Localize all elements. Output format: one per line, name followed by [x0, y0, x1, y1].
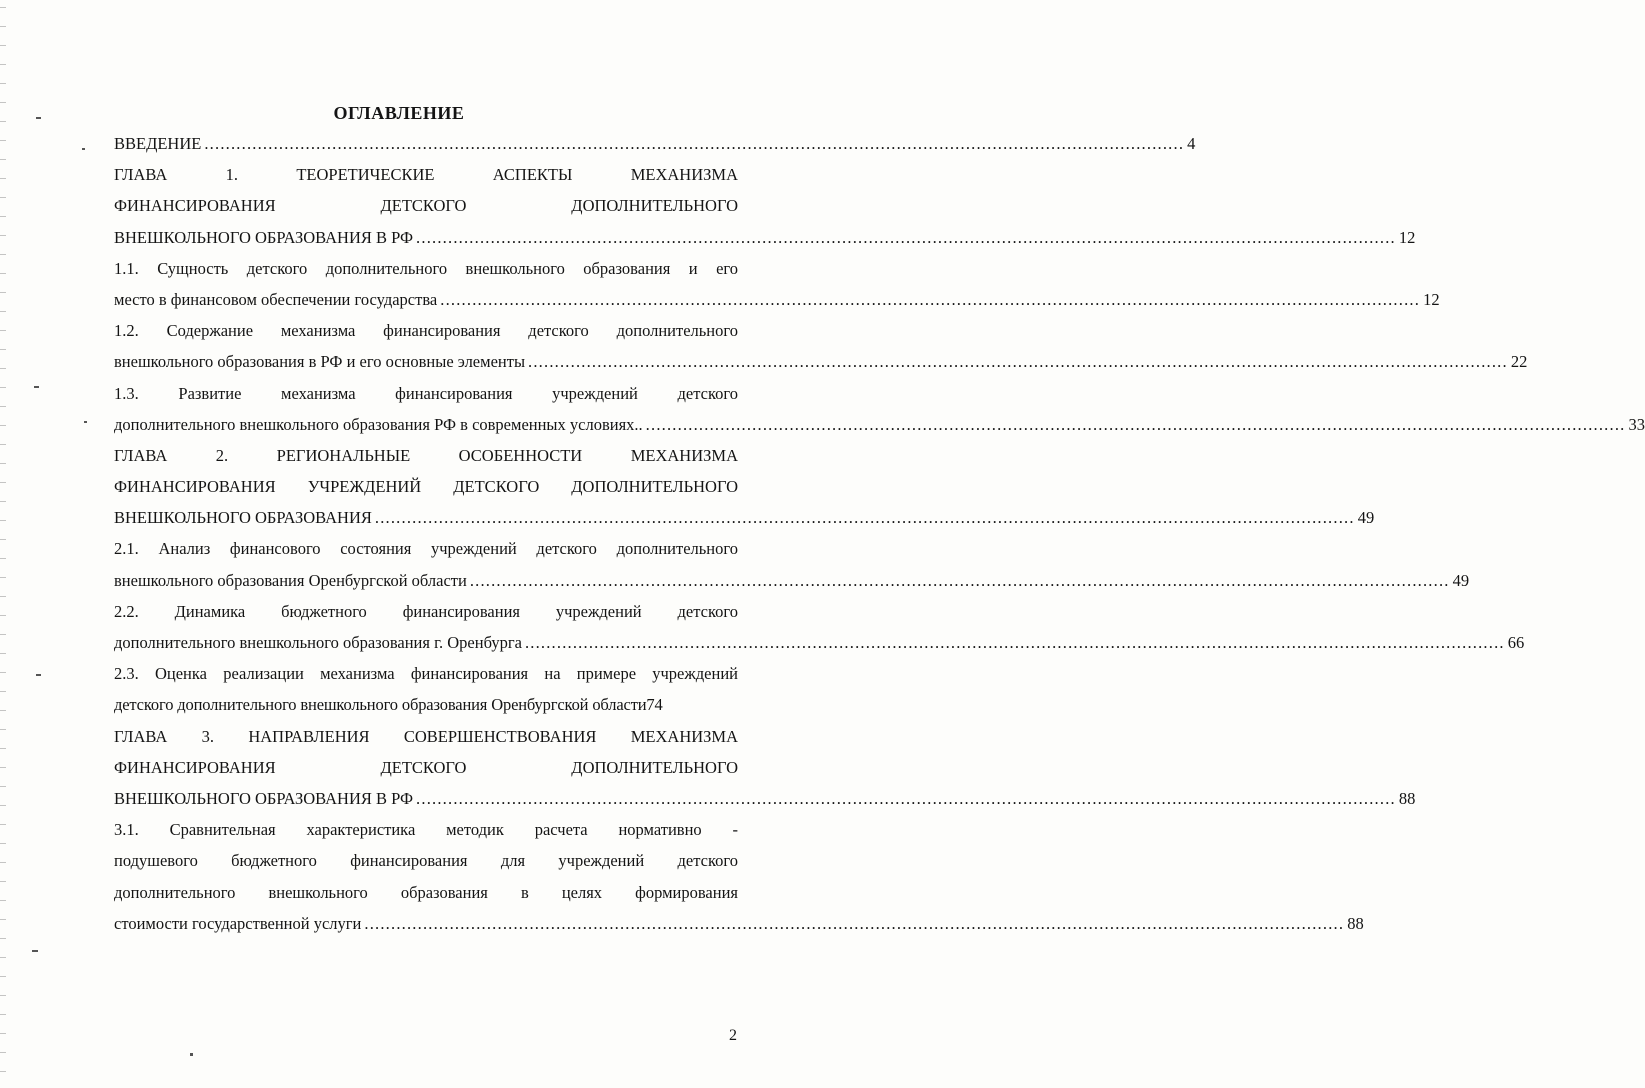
toc-section-3-1-line-1: 3.1. Сравнительная характеристика методик расчета нормативно - — [114, 820, 738, 840]
toc-page-number: 33 — [1628, 414, 1645, 434]
dot-leader — [528, 346, 1508, 377]
toc-entry-text: дополнительного внешкольного образования РФ в современных условиях.. — [114, 414, 643, 434]
dot-leader — [416, 783, 1396, 814]
toc-section-2-3-line-2: детского дополнительного внешкольного образования Оренбургской области74 — [114, 695, 663, 715]
toc-entry-text: ВНЕШКОЛЬНОГО ОБРАЗОВАНИЯ В РФ — [114, 788, 414, 808]
toc-entry-text: внешкольного образования в РФ и его основные элементы — [114, 352, 526, 372]
toc-entry-text: дополнительного внешкольного образования г. Оренбурга — [114, 633, 522, 652]
toc-entry-introduction — [114, 128, 1196, 159]
toc-section-1-1-line-1: 1.1. Сущность детского дополнительного внешкольного образования и его — [114, 258, 738, 278]
toc-section-2-3-line-1: 2.3. Оценка реализации механизма финансирования на примере учреждений — [114, 664, 738, 684]
toc-section-1-1-line-2 — [114, 284, 1440, 315]
toc-chapter-1-line-3 — [114, 222, 1416, 253]
scan-speck — [36, 117, 41, 119]
dot-leader — [375, 502, 1355, 533]
toc-page-number: 49 — [1452, 570, 1470, 590]
toc-page-number: 4 — [1187, 134, 1196, 153]
toc-chapter-2-line-3 — [114, 502, 1375, 533]
toc-section-2-2-line-1: 2.2. Динамика бюджетного финансирования учреждений детского — [114, 601, 738, 621]
toc-section-3-1-line-2: подушевого бюджетного финансирования для учреждений детского — [114, 851, 738, 871]
toc-chapter-1-line-1: ГЛАВА 1. ТЕОРЕТИЧЕСКИЕ АСПЕКТЫ МЕХАНИЗМА — [114, 165, 738, 185]
toc-chapter-2-line-2: ФИНАНСИРОВАНИЯ УЧРЕЖДЕНИЙ ДЕТСКОГО ДОПОЛНИТЕЛЬНОГО — [114, 477, 738, 497]
toc-section-3-1-line-3: дополнительного внешкольного образования в целях формирования — [114, 882, 738, 902]
page-number: 2 — [729, 1027, 737, 1044]
dot-leader — [646, 409, 1626, 440]
toc-entry-text: стоимости государственной услуги — [114, 913, 362, 933]
toc-section-1-3-line-2 — [114, 409, 1645, 440]
toc-section-1-2-line-2 — [114, 346, 1528, 377]
toc-chapter-2-line-1: ГЛАВА 2. РЕГИОНАЛЬНЫЕ ОСОБЕННОСТИ МЕХАНИЗМА — [114, 445, 738, 465]
toc-page-number: 22 — [1510, 352, 1528, 372]
toc-entry-text: ВНЕШКОЛЬНОГО ОБРАЗОВАНИЯ В РФ — [114, 227, 414, 247]
toc-title: ОГЛАВЛЕНИЕ — [333, 103, 465, 123]
toc-page-number: 49 — [1357, 508, 1375, 528]
dot-leader — [204, 128, 1184, 159]
dot-leader — [440, 284, 1420, 315]
toc-section-1-3-line-1: 1.3. Развитие механизма финансирования учреждений детского — [114, 383, 738, 403]
scan-speck — [32, 950, 38, 952]
scan-speck — [36, 674, 41, 676]
toc-chapter-3-line-2: ФИНАНСИРОВАНИЯ ДЕТСКОГО ДОПОЛНИТЕЛЬНОГО — [114, 757, 738, 777]
toc-entry-text: внешкольного образования Оренбургской области — [114, 570, 467, 590]
toc-section-2-1-line-2 — [114, 565, 1470, 596]
toc-page-number: 12 — [1423, 289, 1440, 309]
scan-edge-artifact — [0, 0, 6, 1088]
toc-section-2-1-line-1: 2.1. Анализ финансового состояния учреждений детского дополнительного — [114, 539, 738, 559]
toc-entry-text: ВВЕДЕНИЕ — [114, 134, 202, 153]
toc-page-number: 88 — [1347, 913, 1364, 933]
toc-entry-text: ВНЕШКОЛЬНОГО ОБРАЗОВАНИЯ — [114, 508, 372, 528]
dot-leader — [416, 222, 1396, 253]
scan-speck — [82, 148, 85, 150]
toc-entry-text: место в финансовом обеспечении государства — [114, 289, 438, 309]
toc-page-number: 12 — [1398, 227, 1416, 247]
dot-leader — [364, 908, 1344, 939]
dot-leader — [470, 565, 1450, 596]
toc-page-number: 66 — [1507, 633, 1525, 652]
toc-chapter-1-line-2: ФИНАНСИРОВАНИЯ ДЕТСКОГО ДОПОЛНИТЕЛЬНОГО — [114, 196, 738, 216]
toc-section-2-2-line-2 — [114, 627, 1525, 658]
scan-speck — [84, 421, 87, 423]
scan-speck — [34, 386, 39, 388]
toc-section-1-2-line-1: 1.2. Содержание механизма финансирования детского дополнительного — [114, 321, 738, 341]
scan-speck — [190, 1053, 193, 1056]
toc-page-number: 88 — [1398, 788, 1416, 808]
toc-chapter-3-line-3 — [114, 783, 1416, 814]
toc-chapter-3-line-1: ГЛАВА 3. НАПРАВЛЕНИЯ СОВЕРШЕНСТВОВАНИЯ МЕХАНИЗМА — [114, 726, 738, 746]
table-of-contents — [114, 128, 1645, 939]
dot-leader — [525, 627, 1505, 658]
toc-section-3-1-line-4 — [114, 908, 1364, 939]
